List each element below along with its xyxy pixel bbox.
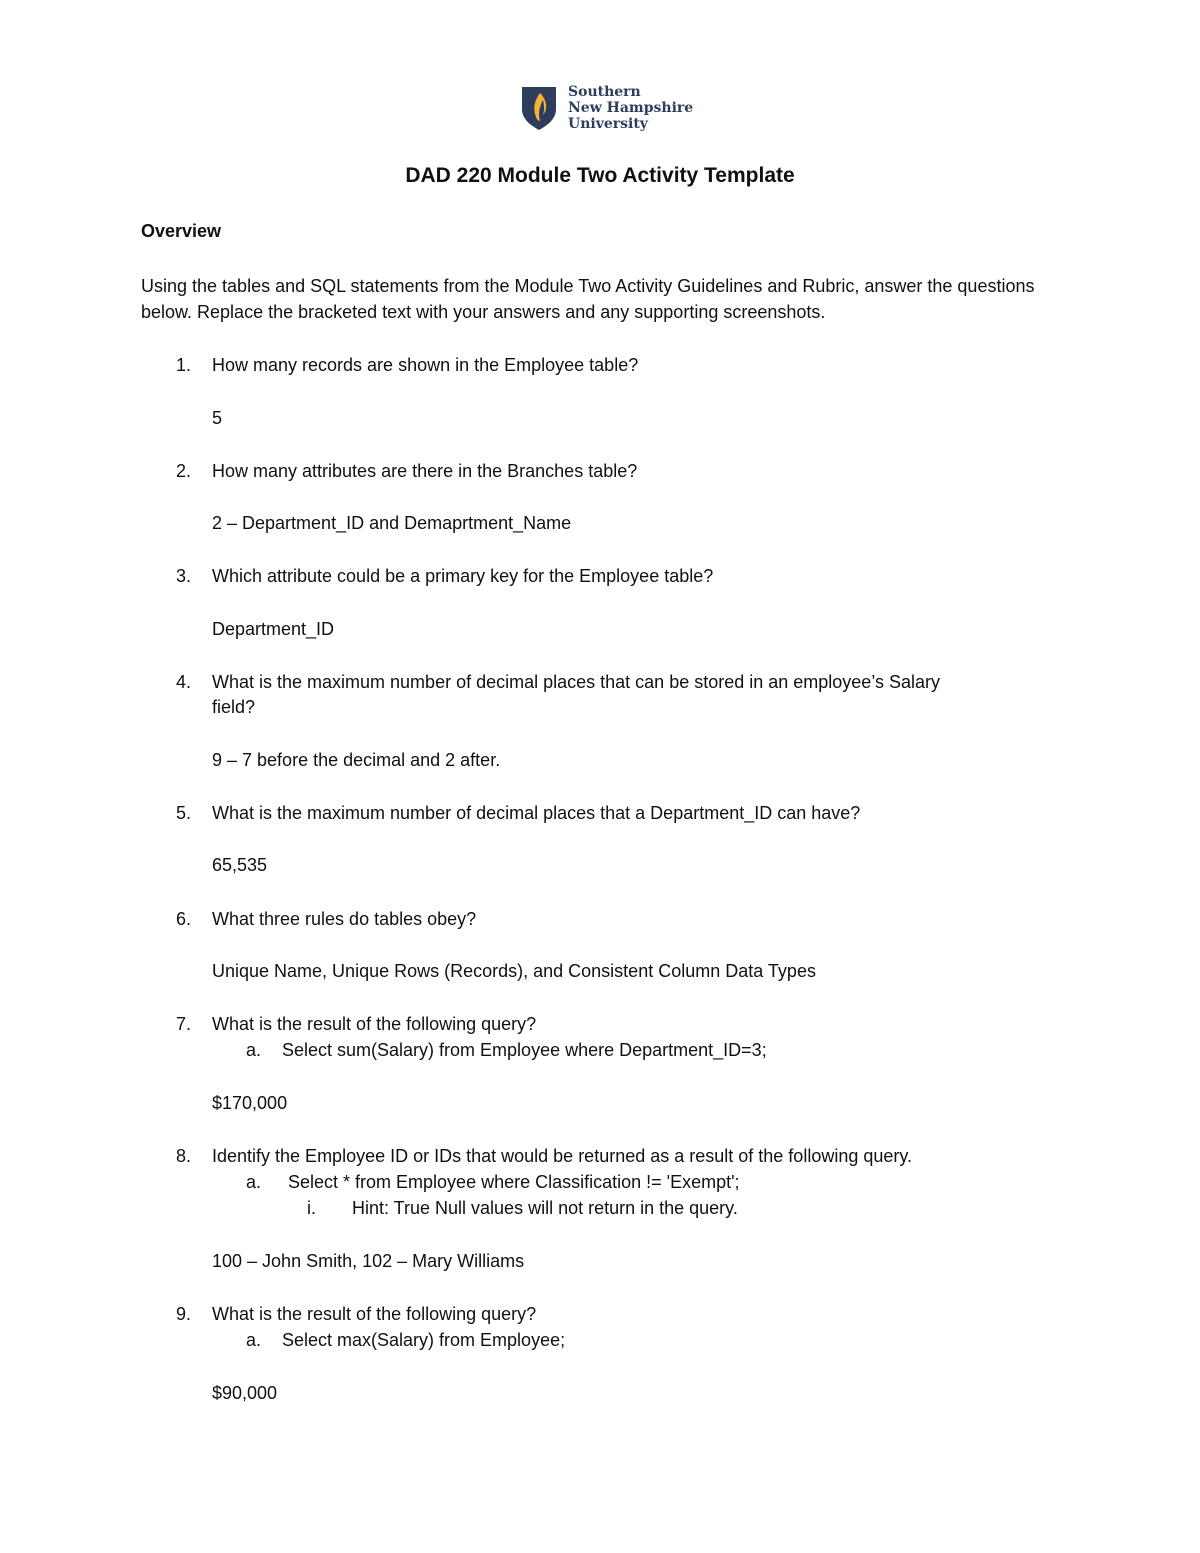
- question-number: 5.: [176, 803, 192, 823]
- question-number: 1.: [176, 355, 192, 375]
- question-text: How many records are shown in the Employee table?: [212, 355, 639, 375]
- question-text-line-1: What is the maximum number of decimal places that can be stored in an employee’s Salary: [212, 672, 941, 692]
- question-number: 8.: [176, 1146, 192, 1166]
- question-number: 7.: [176, 1014, 192, 1034]
- question-text: How many attributes are there in the Branches table?: [212, 461, 638, 481]
- overview-heading: Overview: [141, 221, 222, 241]
- answer-text: $170,000: [212, 1093, 288, 1113]
- sub-sub-item-label: i.: [307, 1198, 316, 1218]
- answer-text: 65,535: [212, 855, 268, 875]
- sub-sub-item-hint: Hint: True Null values will not return in the query.: [352, 1198, 738, 1218]
- answer-text: 100 – John Smith, 102 – Mary Williams: [212, 1251, 525, 1271]
- question-text: What is the result of the following query?: [212, 1014, 537, 1034]
- question-number: 2.: [176, 461, 192, 481]
- logo-line-1: Southern: [568, 84, 641, 100]
- sub-item-label: a.: [246, 1172, 262, 1192]
- logo-line-2: New Hampshire: [568, 100, 694, 116]
- question-number: 4.: [176, 672, 192, 692]
- question-text: What is the result of the following query?: [212, 1304, 537, 1324]
- snhu-logo: [520, 84, 693, 132]
- answer-text: Department_ID: [212, 619, 335, 639]
- snhu-shield-flame-icon: [520, 85, 558, 131]
- answer-text: 5: [212, 408, 223, 428]
- question-text: Which attribute could be a primary key for the Employee table?: [212, 566, 714, 586]
- sub-item-query: Select sum(Salary) from Employee where Department_ID=3;: [282, 1040, 767, 1060]
- answer-text: 2 – Department_ID and Demaprtment_Name: [212, 513, 572, 533]
- overview-text: Using the tables and SQL statements from the Module Two Activity Guidelines and Rubric, answer the questions below. Replace the bracketed text with your answers and any supporting screenshots.: [141, 276, 1035, 322]
- answer-text: $90,000: [212, 1383, 278, 1403]
- logo-wordmark: [568, 84, 693, 132]
- question-number: 9.: [176, 1304, 192, 1324]
- question-text: Identify the Employee ID or IDs that would be returned as a result of the following query.: [212, 1146, 913, 1166]
- document-title: DAD 220 Module Two Activity Template: [405, 164, 795, 187]
- logo-line-3: University: [568, 116, 648, 132]
- sub-item-label: a.: [246, 1330, 262, 1350]
- sub-item-label: a.: [246, 1040, 262, 1060]
- question-text: What three rules do tables obey?: [212, 909, 477, 929]
- question-text: What is the maximum number of decimal places that a Department_ID can have?: [212, 803, 861, 823]
- answer-text: Unique Name, Unique Rows (Records), and Consistent Column Data Types: [212, 961, 816, 981]
- sub-item-query: Select max(Salary) from Employee;: [282, 1330, 566, 1350]
- sub-item-query: Select * from Employee where Classification != 'Exempt';: [288, 1172, 740, 1192]
- question-number: 3.: [176, 566, 192, 586]
- answer-text: 9 – 7 before the decimal and 2 after.: [212, 750, 501, 770]
- question-number: 6.: [176, 909, 192, 929]
- question-text-line-2: field?: [212, 697, 256, 717]
